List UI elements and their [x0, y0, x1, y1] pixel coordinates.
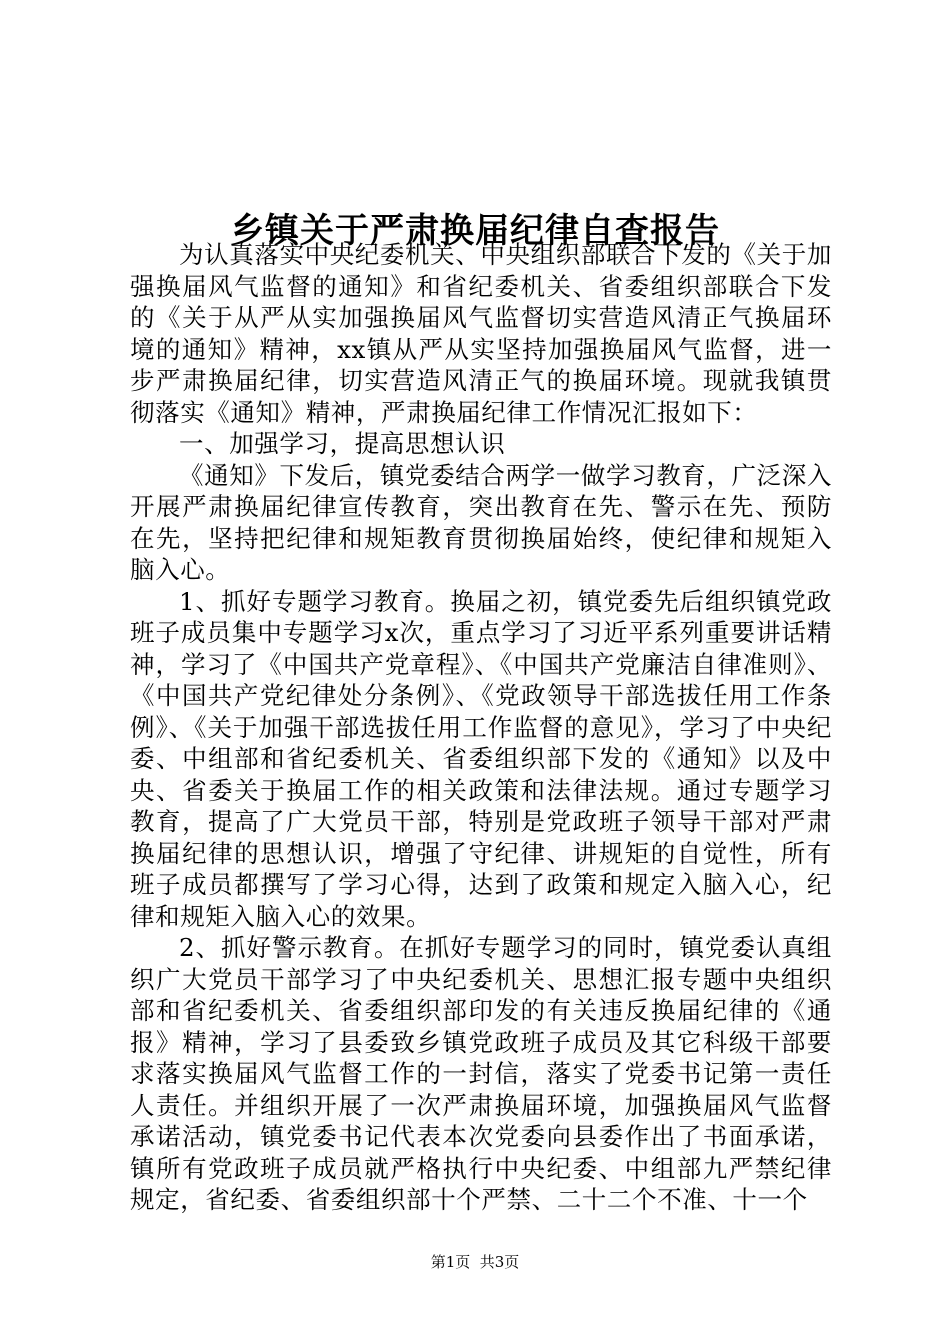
page-number: 第1页 共3页: [430, 1253, 520, 1271]
body-paragraph: 2、抓好警示教育。在抓好专题学习的同时，镇党委认真组织广大党员干部学习了中央纪委机关、思想汇报专题中央组织部和省纪委机关、省委组织部印发的有关违反换届纪律的《通报》精神，学习了县委致乡镇党政班子成员及其它科级干部要求落实换届风气监督工作的一封信，落实了党委书记第一责任人责任。并组织开展了一次严肃换届环境，加强换届风气监督承诺活动，镇党委书记代表本次党委向县委作出了书面承诺，镇所有党政班子成员就严格执行中央纪委、中组部九严禁纪律规定，省纪委、省委组织部十个严禁、二十二个不准、十一个: [130, 933, 832, 1214]
body-paragraph: 《通知》下发后，镇党委结合两学一做学习教育，广泛深入开展严肃换届纪律宣传教育，突出教育在先、警示在先、预防在先，坚持把纪律和规矩教育贯彻换届始终，使纪律和规矩入脑入心。: [130, 460, 832, 584]
page-footer: [0, 1252, 950, 1272]
document-body: [130, 239, 832, 1216]
body-paragraph: 1、抓好专题学习教育。换届之初，镇党委先后组织镇党政班子成员集中专题学习x次，重点学习了习近平系列重要讲话精神，学习了《中国共产党章程》、《中国共产党廉洁自律准则》、《中国共产党纪律处分条例》、《党政领导干部选拔任用工作条例》、《关于加强干部选拔任用工作监督的意见》，学习了中央纪委、中组部和省纪委机关、省委组织部下发的《通知》以及中央、省委关于换届工作的相关政策和法律法规。通过专题学习教育，提高了广大党员干部，特别是党政班子领导干部对严肃换届纪律的思想认识，增强了守纪律、讲规矩的自觉性，所有班子成员都撰写了学习心得，达到了政策和规定入脑入心，纪律和规矩入脑入心的效果。: [130, 586, 832, 931]
section-heading: 一、加强学习，提高思想认识: [179, 429, 506, 458]
intro-paragraph: 为认真落实中央纪委机关、中央组织部联合下发的《关于加强换届风气监督的通知》和省纪委机关、省委组织部联合下发的《关于从严从实加强换届风气监督切实营造风清正气换届环境的通知》精神，xx镇从严从实坚持加强换届风气监督，进一步严肃换届纪律，切实营造风清正气的换届环境。现就我镇贯彻落实《通知》精神，严肃换届纪律工作情况汇报如下：: [130, 240, 832, 427]
document-title: 乡镇关于严肃换届纪律自查报告: [230, 210, 720, 251]
